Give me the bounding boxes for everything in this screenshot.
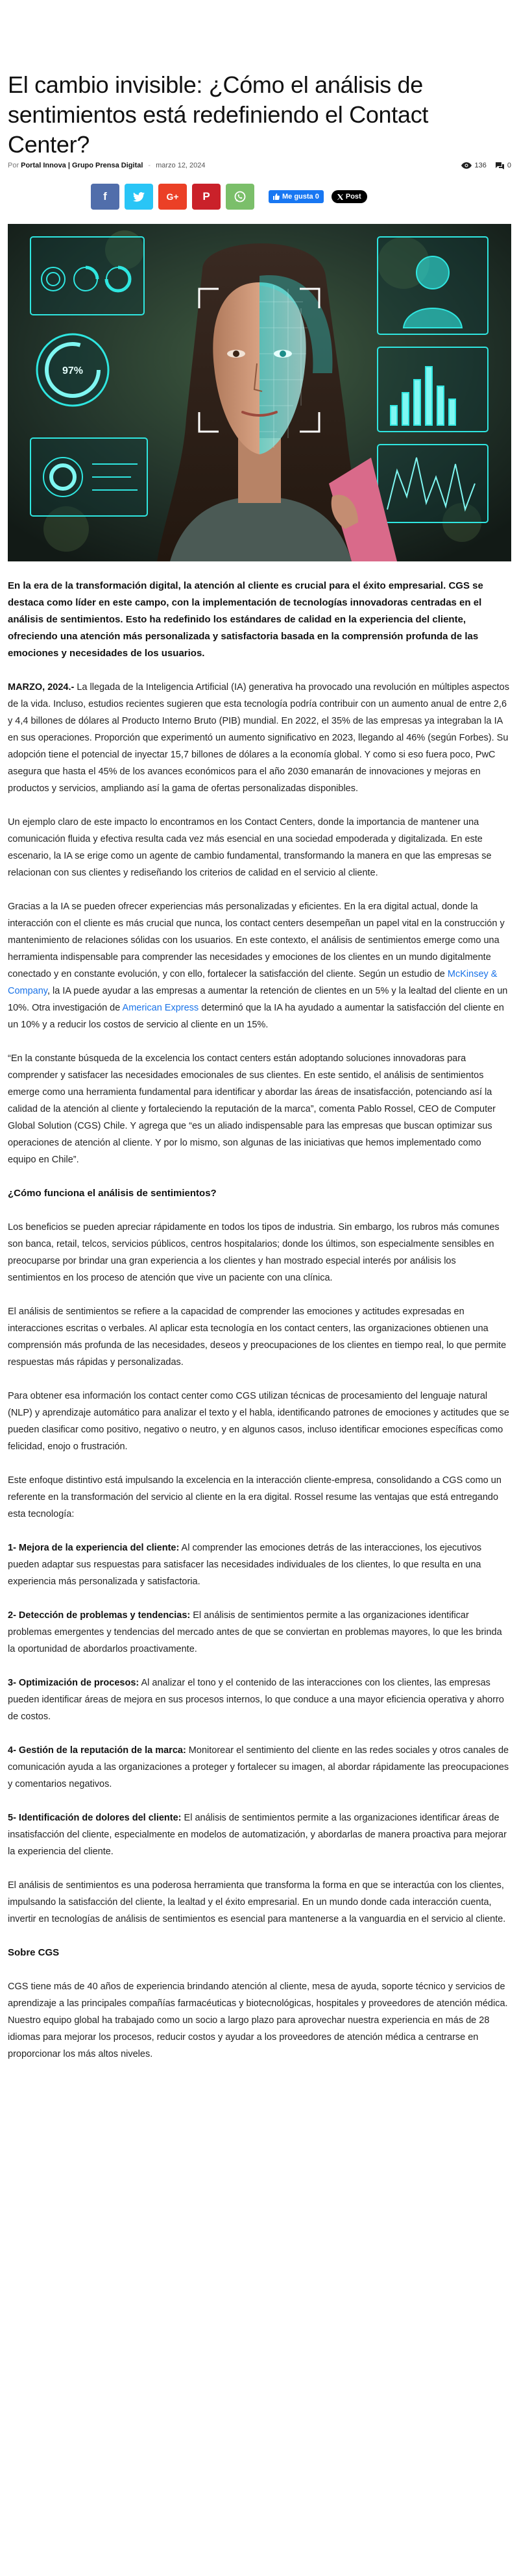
paragraph-1-text: La llegada de la Inteligencia Artificial (IA) generativa ha provocado una revolución en múltiples aspectos de la vida. Incluso, estudios recientes sugieren que esta tecnología podría contribuir con un aumento anual de entre 2,6 y 4,4 billones de dólares al Producto Interno Bruto (PIB) mundial. En 2022, el 35% de las empresas ya integraban la IA en sus operaciones. Proporción que experimentó un aumento significativo en 2023, llegando al 46% (según Forbes). Su adopción tiene el potencial de inyectar 15,7 billones de dólares a la economía global. Y como si eso fuera poco, PwC asegura que hasta el 45% de los avances económicos para el año 2030 emanarán de innovaciones y mejoras en productos y servicios, ampliando así la gama de ofertas personalizadas disponibles.: [8, 682, 509, 794]
google-plus-share-button[interactable]: [158, 184, 187, 210]
byline-prefix: Por: [8, 162, 19, 169]
advantage-item-2-title: 2- Detección de problemas y tendencias:: [8, 1610, 191, 1621]
paragraph-8: Este enfoque distintivo está impulsando la excelencia en la interacción cliente-empresa, consolidando a CGS como un referente en la transformación del servicio al cliente en la era digital. Rossel resume las ventajas que está entregando esta tecnología:: [8, 1475, 501, 1519]
advantage-item-4-text: Monitorear el sentimiento del cliente en las redes sociales y otros canales de comunicación ayuda a las organizaciones a proteger y fortalecer su imagen, al abordar rápidamente las preocupaciones y comentarios negativos.: [8, 1745, 509, 1789]
paragraph-3-text-c: determinó que la IA ha ayudado a aumentar la satisfacción del cliente en un 10% y a reducir los costos de servicio al cliente en un 15%.: [8, 1003, 504, 1030]
paragraph-5: Los beneficios se pueden apreciar rápidamente en todos los tipos de industria. Sin embargo, los rubros más comunes son banca, retail, telcos, servicios públicos, centros hospitalarios; donde los últimos, son especialmente sensibles en preocuparse por brindar una gran experiencia a los clientes y han mostrado especial interés por análisis los sentimientos en los proceso de atención que vive un paciente con una clínica.: [8, 1222, 500, 1283]
views-value: 136: [474, 162, 487, 169]
eye-icon: [461, 162, 472, 169]
paragraph-1: [8, 679, 511, 797]
article-lead: En la era de la transformación digital, la atención al cliente es crucial para el éxito empresarial. CGS se destaca como líder en este campo, con la implementación de tecnologías innovadoras centradas en el análisis de sentimientos. Esto ha redefinido los estándares de calidad en la experiencia del cliente, ofreciendo una atención más personalizada y satisfactoria basada en la comprensión profunda de las emociones y necesidades de los usuarios.: [8, 580, 483, 659]
advantage-item-1-title: 1- Mejora de la experiencia del cliente:: [8, 1543, 180, 1553]
hero-image: [8, 224, 511, 561]
post-label: Post: [345, 193, 361, 201]
paragraph-3: [8, 898, 511, 1033]
comment-icon: [496, 162, 504, 169]
pinterest-icon: P: [202, 190, 210, 202]
whatsapp-share-button[interactable]: [226, 184, 254, 210]
advantage-item-3: [8, 1674, 511, 1725]
paragraph-9: El análisis de sentimientos es una poderosa herramienta que transforma la forma en que se interactúa con los clientes, impulsando la satisfacción del cliente, la lealtad y el éxito empresarial. En un mundo donde cada interacción cuenta, invertir en tecnologías de análisis de sentimientos es esencial para mantenerse a la vanguardia en el servicio al cliente.: [8, 1880, 506, 1924]
comments-value: 0: [507, 162, 511, 169]
advantage-item-2: [8, 1607, 511, 1658]
advantage-item-4: [8, 1742, 511, 1793]
facial-recognition-illustration: [8, 224, 511, 561]
article-meta: [8, 160, 511, 171]
x-logo-icon: [337, 194, 343, 200]
google-plus-icon: G+: [166, 191, 179, 202]
advantage-item-5-text: El análisis de sentimientos permite a las organizaciones identificar áreas de insatisfacción del cliente, especialmente en modelos de automatización, y abordarlas de manera proactiva para mejorar la experiencia del cliente.: [8, 1813, 507, 1857]
paragraph-7: Para obtener esa información los contact center como CGS utilizan técnicas de procesamiento del lenguaje natural (NLP) y aprendizaje automático para analizar el texto y el habla, identificando patrones de emociones y actitudes que se pueden clasificar como positivo, negativo o neutro, y en algunos casos, incluso identificar emociones específicas como felicidad, enojo o frustración.: [8, 1391, 509, 1452]
thumbs-up-icon: [273, 193, 280, 200]
american-express-link[interactable]: American Express: [122, 1003, 199, 1013]
facebook-share-button[interactable]: [91, 184, 119, 210]
section-heading-how-it-works: ¿Cómo funciona el análisis de sentimientos?: [8, 1188, 217, 1199]
advantage-item-5-title: 5- Identificación de dolores del cliente:: [8, 1813, 182, 1823]
score-badge-value: 97%: [62, 365, 84, 376]
advantage-item-4-title: 4- Gestión de la reputación de la marca:: [8, 1745, 186, 1756]
facebook-like-button[interactable]: [269, 190, 324, 203]
advantage-item-3-title: 3- Optimización de procesos:: [8, 1678, 139, 1688]
article-body: [8, 578, 511, 2079]
twitter-share-button[interactable]: [125, 184, 153, 210]
meta-separator: -: [148, 162, 151, 169]
article-counts: [461, 160, 511, 171]
pinterest-share-button[interactable]: [192, 184, 221, 210]
advantage-item-3-text: Al analizar el tono y el contenido de las interacciones con los clientes, las empresas pueden identificar áreas de mejora en sus procesos internos, lo que conduce a una mayor eficiencia operativa y ahorro de costos.: [8, 1678, 504, 1722]
facebook-icon: f: [103, 190, 107, 202]
article-title: El cambio invisible: ¿Cómo el análisis de sentimientos está redefiniendo el Contact Center?: [8, 71, 429, 158]
comments-count[interactable]: [496, 160, 511, 171]
paragraph-6: El análisis de sentimientos se refiere a la capacidad de comprender las emociones y actitudes expresadas en interacciones escritas o verbales. Al aplicar esta tecnología en los contact centers, las organizaciones obtienen una comprensión más profunda de las necesidades, deseos y preocupaciones de los clientes en tiempo real, lo que permite respuestas más rápidas y personalizadas.: [8, 1306, 507, 1368]
share-bar: [91, 184, 367, 210]
paragraph-3-text-b: , la IA puede ayudar a las empresas a aumentar la retención de clientes en un 5% y la lealtad del cliente en un 10%. Otra investigación de: [8, 986, 508, 1013]
twitter-icon: [133, 192, 145, 202]
advantage-item-5: [8, 1809, 511, 1860]
publish-date: marzo 12, 2024: [156, 162, 206, 169]
quote-paragraph: “En la constante búsqueda de la excelencia los contact centers están adoptando soluciones innovadoras para comprender y satisfacer las necesidades emocionales de sus clientes. En este sentido, el análisis de sentimientos emerge como una herramienta fundamental para identificar y abordar las áreas de insatisfacción, potenciando así la calidad de la atención al cliente y fortaleciendo la reputación de la marca”, comenta Pablo Rossel, CEO de Computer Global Solution (CGS) Chile. Y agrega que “es un aliado indispensable para las empresas que buscan optimizar sus operaciones de atención al cliente. Y por lo mismo, son algunas de las iniciativas que hemos implementado como equipo en Chile”.: [8, 1053, 496, 1165]
advantage-item-1: [8, 1539, 511, 1590]
paragraph-2: Un ejemplo claro de este impacto lo encontramos en los Contact Centers, donde la importancia de mantener una comunicación fluida y efectiva resulta cada vez más esencial en una sociedad empoderada y digitalizada. En este escenario, la IA se erige como un agente de cambio fundamental, transformando la manera en que las empresas se relacionan con sus clientes y rediseñando los criterios de calidad en el servicio al cliente.: [8, 817, 492, 878]
advantage-item-1-text: Al comprender las emociones detrás de las interacciones, los ejecutivos pueden adaptar sus respuestas para satisfacer las necesidades individuales de los clientes, lo que resulta en una experiencia más personalizada y satisfactoria.: [8, 1543, 482, 1587]
advantage-item-2-text: El análisis de sentimientos permite a las organizaciones identificar problemas emergentes y tendencias del mercado antes de que se conviertan en problemas mayores, lo que les brinda la oportunidad de abordarlos proactivamente.: [8, 1610, 502, 1654]
section-heading-about-cgs: Sobre CGS: [8, 1947, 60, 1958]
whatsapp-icon: [234, 190, 247, 203]
x-post-button[interactable]: [332, 190, 367, 203]
like-label: Me gusta 0: [282, 193, 319, 201]
paragraph-3-text-a: Gracias a la IA se pueden ofrecer experiencias más personalizadas y eficientes. En la era digital actual, donde la interacción con el cliente es más crucial que nunca, los contact centers desempeñan un papel vital en la construcción y mantenimiento de relaciones sólidas con los usuarios. En este contexto, el análisis de sentimientos emerge como una herramienta indispensable para comprender las necesidades y emociones de los clientes en un mundo digitalmente conectado y en constante evolución, y con ello, fortalecer la satisfacción del cliente. Según un estudio de: [8, 902, 505, 979]
score-badge: [37, 334, 108, 406]
author-link[interactable]: Portal Innova | Grupo Prensa Digital: [21, 162, 143, 169]
views-count: [461, 160, 487, 171]
paragraph-10: CGS tiene más de 40 años de experiencia brindando atención al cliente, mesa de ayuda, soporte técnico y servicios de aprendizaje a las principales compañías farmacéuticas y biotecnológicas, hospitales y proveedores de atención médica. Nuestro equipo global ha trabajado como un socio a largo plazo para aprovechar nuestra experiencia en más de 28 idiomas para mejorar los procesos, reducir costos y ayudar a los proveedores de atención médica a centrarse en proporcionar los más altos niveles.: [8, 1981, 508, 2059]
mckinsey-link[interactable]: McKinsey & Company: [8, 969, 498, 996]
dateline: MARZO, 2024.-: [8, 682, 75, 693]
